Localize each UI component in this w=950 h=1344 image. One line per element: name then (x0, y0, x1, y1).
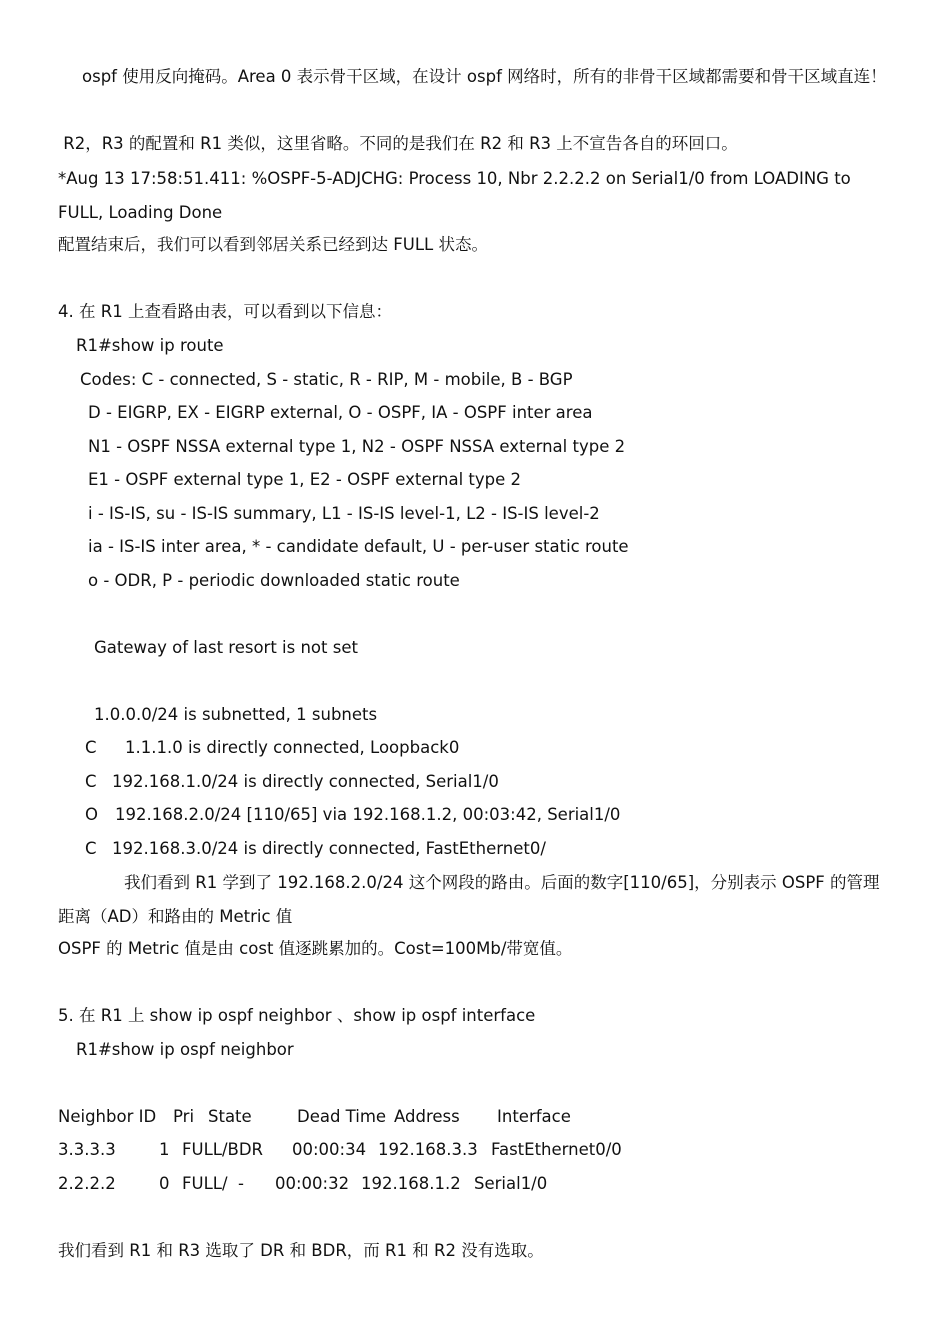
neighbor-id: 2.2.2.2 (58, 1174, 116, 1193)
neighbor-address: 192.168.3.3 (378, 1140, 478, 1159)
route-codes-line: i - IS-IS, su - IS-IS summary, L1 - IS-IS level-1, L2 - IS-IS level-2 (88, 504, 600, 523)
route-code: O (85, 805, 98, 824)
column-header: Interface (497, 1107, 571, 1126)
neighbor-interface: FastEthernet0/0 (491, 1140, 622, 1159)
dr-bdr-conclusion: 我们看到 R1 和 R3 选取了 DR 和 BDR，而 R1 和 R2 没有选取。 (58, 1241, 544, 1260)
show-ip-route-command: R1#show ip route (76, 336, 224, 355)
route-explanation: 我们看到 R1 学到了 192.168.2.0/24 这个网段的路由。后面的数字[110/65]，分别表示 OSPF 的管理距离（AD）和路由的 Metric 值 (58, 873, 880, 926)
column-header: Neighbor ID (58, 1107, 157, 1126)
gateway-of-last-resort: Gateway of last resort is not set (94, 638, 358, 657)
neighbor-priority: 0 (159, 1174, 170, 1193)
route-codes-line: E1 - OSPF external type 1, E2 - OSPF external type 2 (88, 470, 521, 489)
route-codes-line: o - ODR, P - periodic downloaded static route (88, 571, 460, 590)
route-codes-line: D - EIGRP, EX - EIGRP external, O - OSPF, IA - OSPF inter area (88, 403, 593, 422)
route-codes-line: ia - IS-IS inter area, * - candidate default, U - per-user static route (88, 537, 629, 556)
column-header: Dead Time (297, 1107, 387, 1126)
column-header: State (208, 1107, 252, 1126)
route-codes-line: N1 - OSPF NSSA external type 1, N2 - OSPF NSSA external type 2 (88, 437, 626, 456)
show-ip-ospf-neighbor-command: R1#show ip ospf neighbor (76, 1040, 294, 1059)
route-entry: 192.168.3.0/24 is directly connected, FastEthernet0/ (112, 839, 546, 858)
column-header: Address (394, 1107, 460, 1126)
route-codes-line: Codes: C - connected, S - static, R - RIP, M - mobile, B - BGP (80, 370, 573, 389)
column-header: Pri (173, 1107, 195, 1126)
route-code: C (85, 772, 97, 791)
intro-paragraph-3: 配置结束后，我们可以看到邻居关系已经到达 FULL 状态。 (58, 235, 488, 254)
route-entry: 192.168.2.0/24 [110/65] via 192.168.1.2, 00:03:42, Serial1/0 (115, 805, 621, 824)
neighbor-table-header (0, 1106, 950, 1128)
subnetted-line: 1.0.0.0/24 is subnetted, 1 subnets (94, 705, 378, 724)
neighbor-id: 3.3.3.3 (58, 1140, 116, 1159)
route-entry: 1.1.1.0 is directly connected, Loopback0 (125, 738, 460, 757)
route-code: C (85, 738, 97, 757)
neighbor-address: 192.168.1.2 (361, 1174, 461, 1193)
section-5-heading: 5. 在 R1 上 show ip ospf neighbor 、show ip ospf interface (58, 1006, 536, 1025)
neighbor-table-row (0, 1173, 950, 1195)
neighbor-dead-time: 00:00:32 (275, 1174, 350, 1193)
neighbor-dead-time: 00:00:34 (292, 1140, 367, 1159)
ospf-adjchg-log: *Aug 13 17:58:51.411: %OSPF-5-ADJCHG: Process 10, Nbr 2.2.2.2 on Serial1/0 from LOADING to FULL, Loading Done (58, 169, 851, 222)
intro-paragraph-1: ospf 使用反向掩码。Area 0 表示骨干区域，在设计 ospf 网络时，所有的非骨干区域都需要和骨干区域直连！ (82, 67, 887, 86)
route-code: C (85, 839, 97, 858)
neighbor-priority: 1 (159, 1140, 170, 1159)
neighbor-table-row (0, 1139, 950, 1161)
intro-paragraph-2: R2，R3 的配置和 R1 类似，这里省略。不同的是我们在 R2 和 R3 上不宣告各自的环回口。 (58, 134, 738, 153)
section-4-heading: 4. 在 R1 上查看路由表，可以看到以下信息： (58, 302, 392, 321)
route-entry: 192.168.1.0/24 is directly connected, Serial1/0 (112, 772, 499, 791)
neighbor-interface: Serial1/0 (474, 1174, 548, 1193)
metric-explanation: OSPF 的 Metric 值是由 cost 值逐跳累加的。Cost=100Mb/带宽值。 (58, 939, 573, 958)
neighbor-state: FULL/BDR (182, 1140, 264, 1159)
neighbor-state: FULL/ - (182, 1174, 244, 1193)
